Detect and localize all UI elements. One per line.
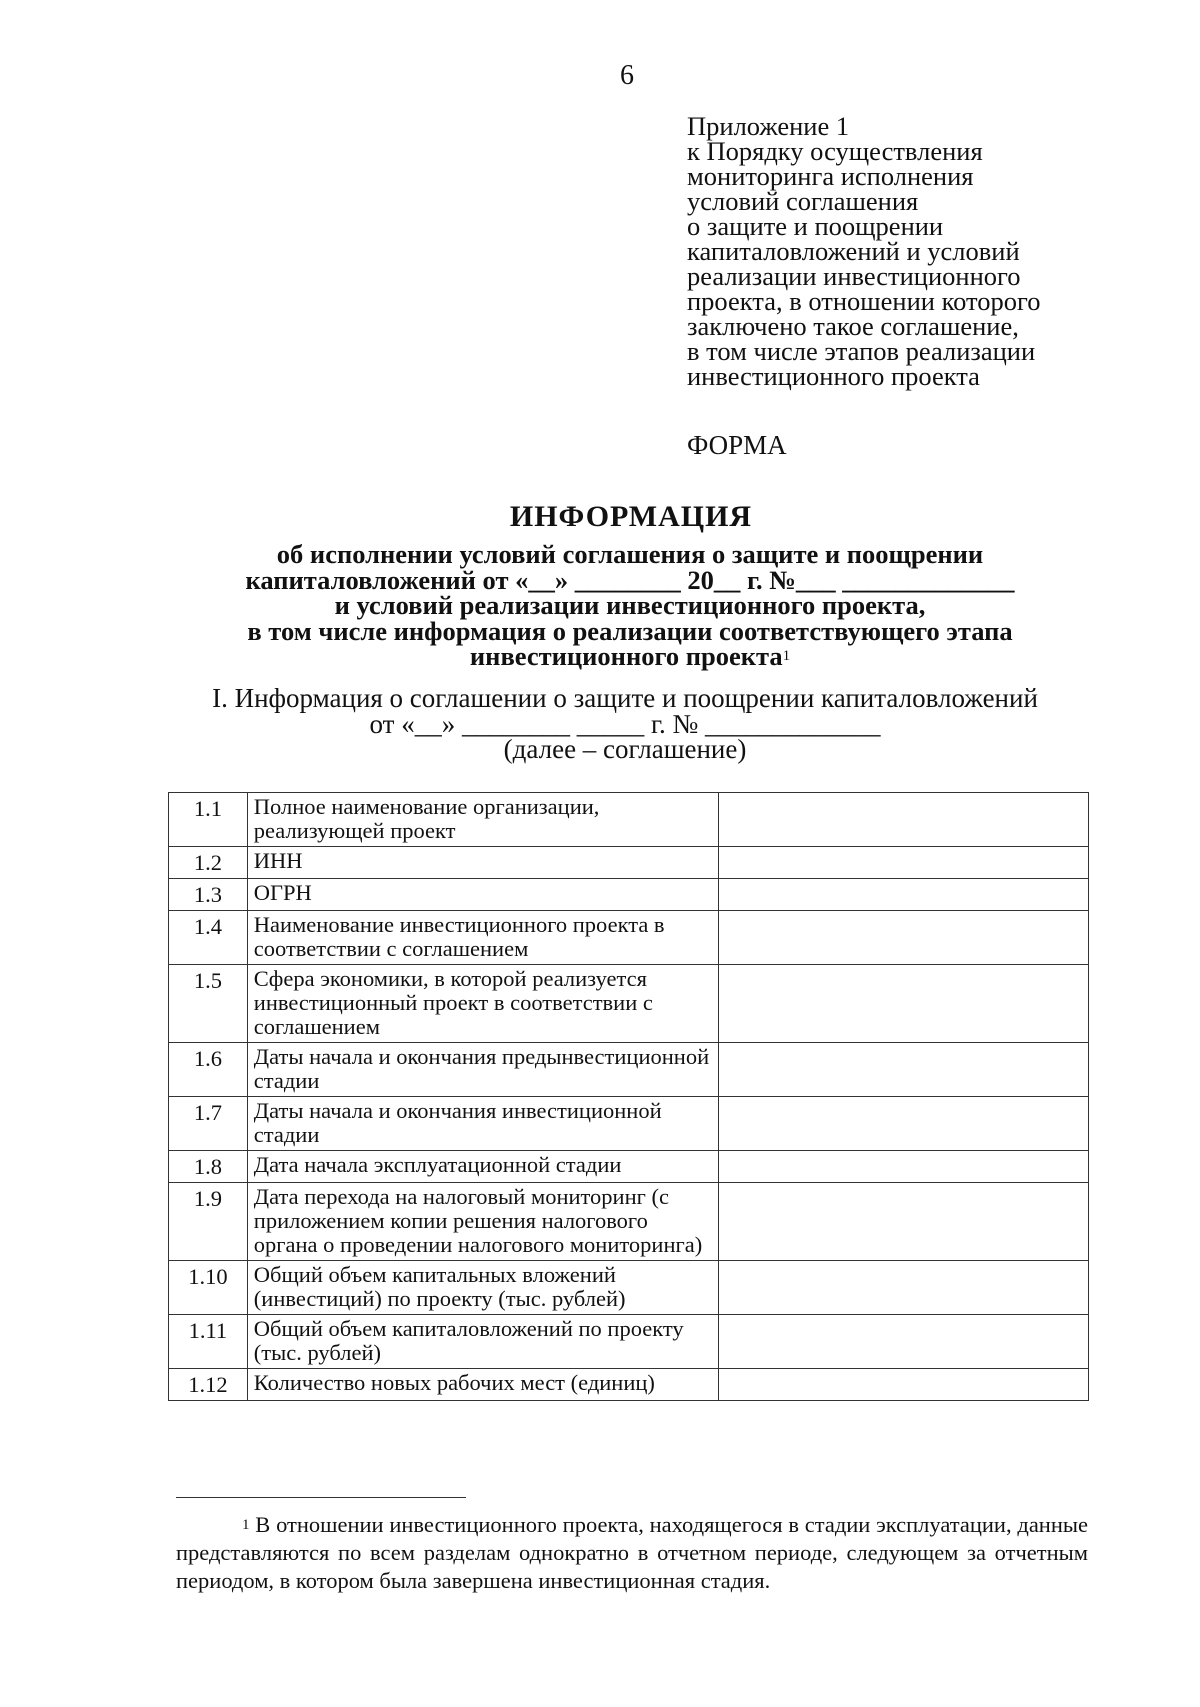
- row-value[interactable]: [718, 879, 1088, 911]
- table-row: [169, 1043, 1089, 1097]
- table-row: [169, 911, 1089, 965]
- document-title: ИНФОРМАЦИЯ: [509, 500, 753, 533]
- row-number: 1.10: [169, 1261, 248, 1315]
- row-value[interactable]: [718, 1183, 1088, 1261]
- document-subtitle: [200, 539, 1060, 671]
- appendix-line: условий соглашения: [687, 186, 919, 216]
- row-label: Общий объем капиталовложений по проекту (тыс. рублей): [247, 1315, 718, 1369]
- row-number: 1.8: [169, 1151, 248, 1183]
- row-label: ИНН: [247, 847, 718, 879]
- table-row: [169, 879, 1089, 911]
- section-note: (далее – соглашение): [503, 734, 747, 764]
- row-number: 1.9: [169, 1183, 248, 1261]
- table-row: [169, 1097, 1089, 1151]
- row-label: Дата перехода на налоговый мониторинг (с приложением копии решения налогового органа о проведении налогового мониторинга): [247, 1183, 718, 1261]
- page-number: 6: [620, 60, 634, 91]
- table-row: [169, 847, 1089, 879]
- row-number: 1.4: [169, 911, 248, 965]
- footnote-divider: [176, 1497, 466, 1498]
- appendix-line: реализации инвестиционного: [687, 261, 1021, 291]
- appendix-line: проекта, в отношении которого: [687, 286, 1041, 316]
- row-value[interactable]: [718, 965, 1088, 1043]
- row-label: Сфера экономики, в которой реализуется инвестиционный проект в соответствии с соглашением: [247, 965, 718, 1043]
- table-row: [169, 1369, 1089, 1401]
- footnote-reference: 1: [782, 648, 791, 664]
- appendix-line: инвестиционного проекта: [687, 361, 980, 391]
- form-label: ФОРМА: [687, 430, 787, 460]
- table-row: [169, 1151, 1089, 1183]
- subtitle-line: и условий реализации инвестиционного проекта,: [334, 590, 926, 620]
- row-value[interactable]: [718, 911, 1088, 965]
- row-label: Дата начала эксплуатационной стадии: [247, 1151, 718, 1183]
- row-label: Наименование инвестиционного проекта в соответствии с соглашением: [247, 911, 718, 965]
- subtitle-line: капиталовложений от «__» ________ 20__ г. №___ _____________: [245, 564, 1015, 595]
- section-agreement-line: от «__» ________ _____ г. № _____________: [369, 708, 881, 739]
- row-value[interactable]: [718, 793, 1088, 847]
- row-label: Общий объем капитальных вложений (инвестиций) по проекту (тыс. рублей): [247, 1261, 718, 1315]
- row-label: Полное наименование организации, реализующей проект: [247, 793, 718, 847]
- appendix-line: Приложение 1: [687, 111, 850, 141]
- row-label: ОГРН: [247, 879, 718, 911]
- subtitle-line-last: [200, 641, 1060, 671]
- agreement-info-table: [168, 792, 1089, 1401]
- row-value[interactable]: [718, 1261, 1088, 1315]
- table-row: [169, 1261, 1089, 1315]
- appendix-block: [687, 111, 1147, 391]
- row-label: Количество новых рабочих мест (единиц): [247, 1369, 718, 1401]
- row-value[interactable]: [718, 847, 1088, 879]
- row-number: 1.12: [169, 1369, 248, 1401]
- table-row: [169, 793, 1089, 847]
- row-value[interactable]: [718, 1369, 1088, 1401]
- row-number: 1.7: [169, 1097, 248, 1151]
- row-label: Даты начала и окончания инвестиционной стадии: [247, 1097, 718, 1151]
- row-number: 1.3: [169, 879, 248, 911]
- row-value[interactable]: [718, 1097, 1088, 1151]
- appendix-line: о защите и поощрении: [687, 211, 944, 241]
- footnote-text: В отношении инвестиционного проекта, находящегося в стадии эксплуатации, данные представляются по всем разделам однократно в отчетном периоде, следующем за отчетным периодом, в котором была завершена инвестиционная стадия.: [176, 1512, 1088, 1593]
- row-label: Даты начала и окончания предынвестиционной стадии: [247, 1043, 718, 1097]
- appendix-line: капиталовложений и условий: [687, 236, 1020, 266]
- row-number: 1.6: [169, 1043, 248, 1097]
- subtitle-line: инвестиционного проекта: [469, 641, 783, 671]
- row-value[interactable]: [718, 1151, 1088, 1183]
- row-value[interactable]: [718, 1315, 1088, 1369]
- row-value[interactable]: [718, 1043, 1088, 1097]
- appendix-line: заключено такое соглашение,: [687, 311, 1019, 341]
- appendix-line: в том числе этапов реализации: [687, 336, 1036, 366]
- subtitle-line: в том числе информация о реализации соответствующего этапа: [247, 615, 1013, 646]
- subtitle-line: об исполнении условий соглашения о защите и поощрении: [276, 539, 984, 569]
- row-number: 1.11: [169, 1315, 248, 1369]
- row-number: 1.2: [169, 847, 248, 879]
- section-heading: [150, 683, 1100, 764]
- footnote-mark: 1: [242, 1517, 250, 1533]
- row-number: 1.5: [169, 965, 248, 1043]
- footnote: [176, 1511, 1088, 1595]
- section-title: I. Информация о соглашении о защите и поощрении капиталовложений: [212, 683, 1038, 713]
- appendix-line: к Порядку осуществления: [687, 136, 983, 166]
- table-row: [169, 1315, 1089, 1369]
- table-row: [169, 965, 1089, 1043]
- table-row: [169, 1183, 1089, 1261]
- row-number: 1.1: [169, 793, 248, 847]
- appendix-line: мониторинга исполнения: [687, 161, 974, 191]
